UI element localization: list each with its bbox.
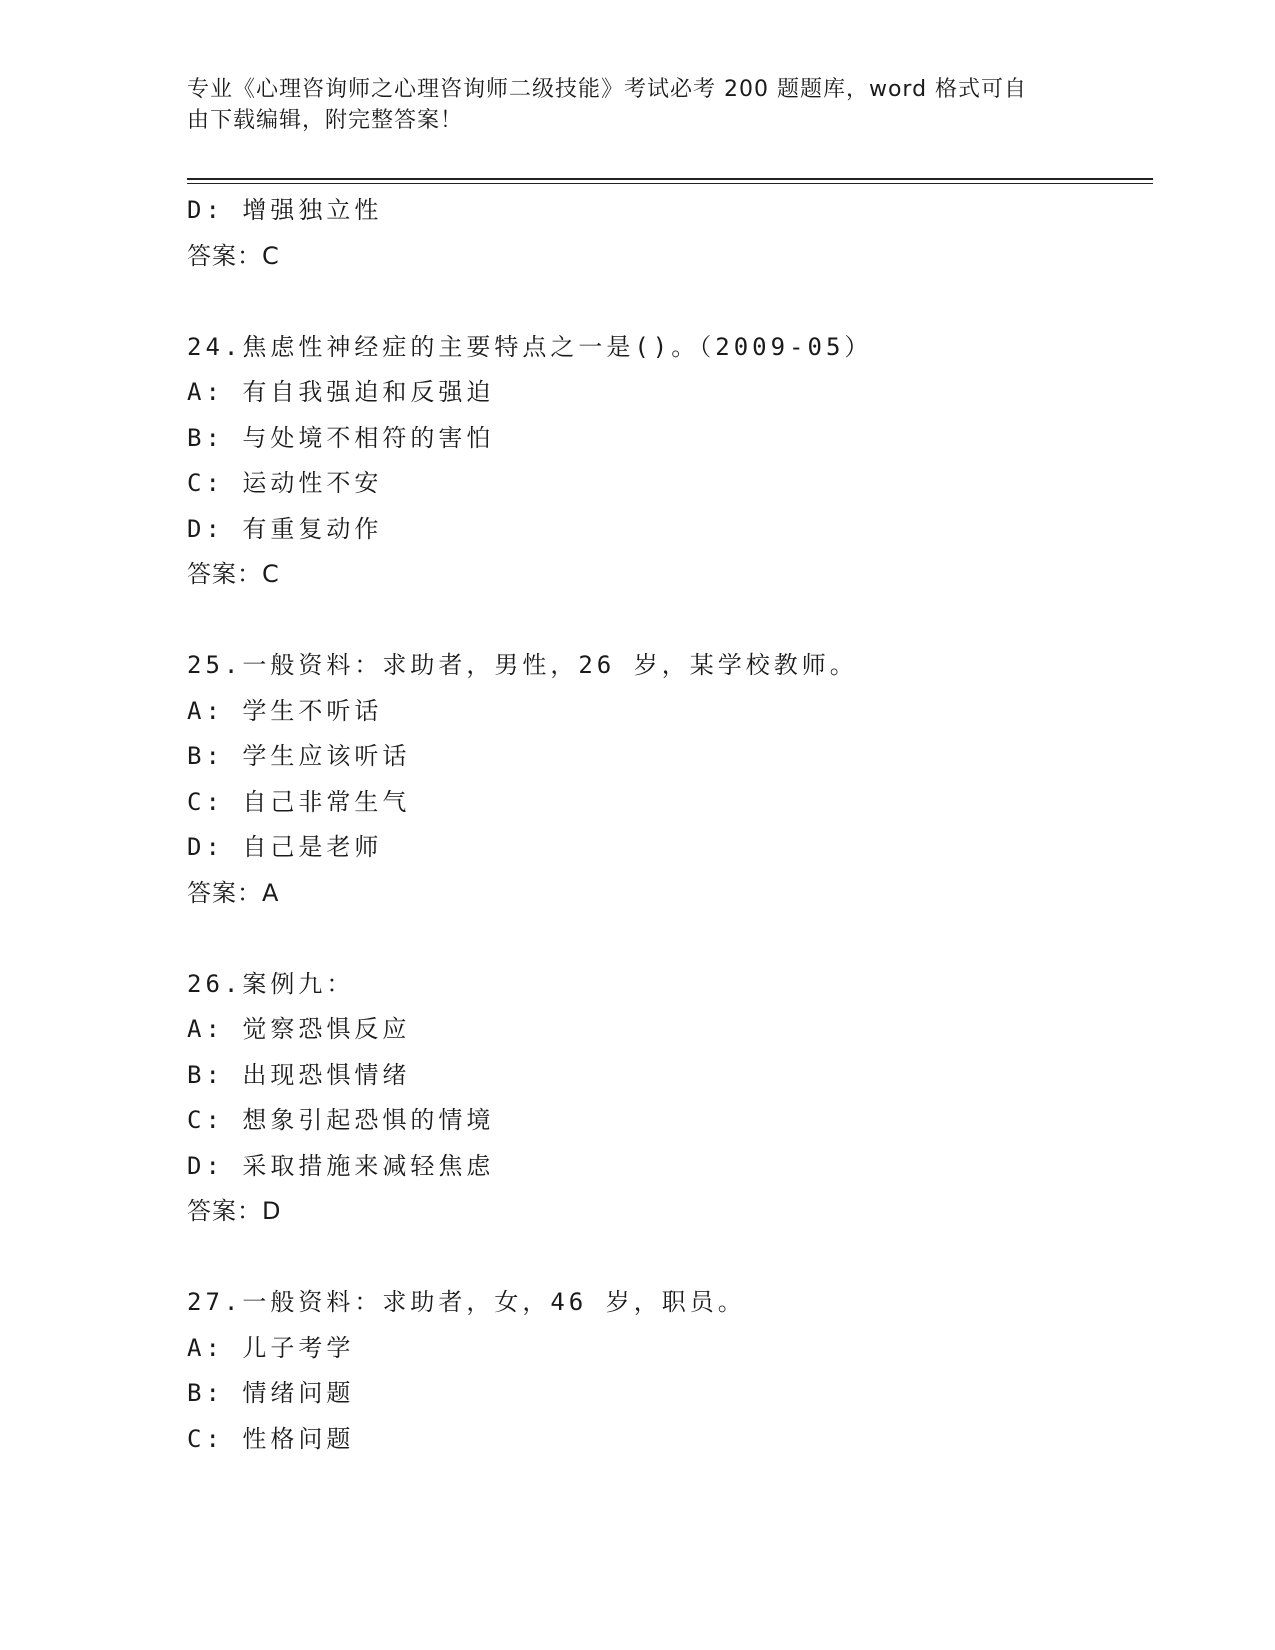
spacer	[187, 598, 1127, 644]
option-c: C: 运动性不安	[187, 469, 383, 497]
option-d: D: 采取措施来减轻焦虑	[187, 1151, 495, 1180]
option-c: C: 性格问题	[187, 1424, 355, 1453]
document-body	[187, 188, 1127, 1462]
document-header	[187, 74, 1067, 136]
option-d: D: 增强独立性	[187, 196, 383, 224]
header-rule-thin	[187, 183, 1153, 184]
option-b: B: 出现恐惧情绪	[187, 1060, 411, 1089]
question-25	[187, 643, 1127, 916]
question-24	[187, 325, 1127, 598]
option-c: C: 自己非常生气	[187, 787, 411, 816]
option-b: B: 与处境不相符的害怕	[187, 423, 495, 452]
question-text: 27.一般资料：求助者，女，46 岁，职员。	[187, 1288, 746, 1316]
question-text: 24.焦虑性神经症的主要特点之一是()。（2009-05）	[187, 332, 873, 361]
question-text: 25.一般资料：求助者，男性，26 岁，某学校教师。	[187, 651, 858, 679]
header-line-1: 专业《心理咨询师之心理咨询师二级技能》考试必考 200 题题库，word 格式可自	[187, 77, 1028, 102]
answer: 答案：C	[187, 560, 280, 588]
question-26	[187, 962, 1127, 1235]
answer: 答案：D	[187, 1197, 282, 1225]
option-a: A: 学生不听话	[187, 696, 383, 725]
option-a: A: 有自我强迫和反强迫	[187, 378, 495, 406]
spacer	[187, 916, 1127, 962]
option-b: B: 学生应该听话	[187, 742, 411, 770]
option-a: A: 儿子考学	[187, 1333, 355, 1362]
option-a: A: 觉察恐惧反应	[187, 1015, 411, 1043]
option-b: B: 情绪问题	[187, 1379, 355, 1407]
option-d: D: 自己是老师	[187, 833, 383, 861]
spacer	[187, 279, 1127, 325]
answer: 答案：A	[187, 878, 280, 907]
question-27	[187, 1280, 1127, 1462]
header-rule-thick	[187, 178, 1153, 180]
spacer	[187, 1235, 1127, 1281]
option-c: C: 想象引起恐惧的情境	[187, 1106, 495, 1134]
answer: 答案：C	[187, 241, 280, 270]
question-text: 26.案例九：	[187, 969, 355, 998]
option-d: D: 有重复动作	[187, 514, 383, 543]
header-line-2: 由下载编辑，附完整答案！	[187, 108, 464, 133]
